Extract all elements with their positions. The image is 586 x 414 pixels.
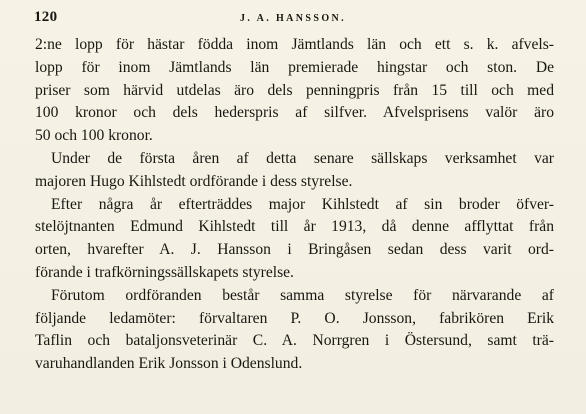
- paragraph-2: [35, 148, 554, 194]
- text-line: förande i trafkörningssällskapets styrelse.: [35, 263, 294, 281]
- text-line: Efter några år efterträddes major Kihlstedt af sin broder öfver-: [51, 195, 554, 213]
- text-line: Under de första åren af detta senare sällskaps verksamhet var: [51, 149, 554, 167]
- text-line: priser som härvid utdelas äro dels penningpris från 15 till och med: [35, 81, 554, 99]
- text-line: 100 kronor och dels hederspris af silfver. Afvelsprisens valör äro: [35, 104, 554, 122]
- text-line: 2:ne lopp för hästar födda inom Jämtlands län och ett s. k. afvels-: [35, 36, 554, 53]
- text-line: varuhandlanden Erik Jonsson i Odenslund.: [35, 355, 303, 373]
- running-head: J. A. HANSSON.: [239, 13, 347, 24]
- text-line: Taflin och bataljonsveterinär C. A. Norrgren i Östersund, samt trä-: [35, 332, 554, 350]
- text-line: följande ledamöter: förvaltaren P. O. Jonsson, fabrikören Erik: [35, 309, 554, 327]
- paragraph-4: [35, 285, 554, 376]
- paragraph-1: [35, 34, 554, 148]
- text-line: orten, hvarefter A. J. Hansson i Bringåsen sedan dess varit ord-: [35, 241, 554, 259]
- text-line: Förutom ordföranden består samma styrelse för närvarande af: [51, 286, 554, 304]
- text-line: 50 och 100 kronor.: [35, 127, 153, 145]
- paragraph-3: [35, 194, 554, 285]
- text-line: lopp för inom Jämtlands län premierade hingstar och ston. De: [35, 58, 554, 76]
- page-number: 120: [34, 9, 58, 25]
- text-line: majoren Hugo Kihlstedt ordförande i dess styrelse.: [35, 172, 353, 190]
- text-line: stelöjtnanten Edmund Kihlstedt till år 1913, då denne afflyttat från: [35, 218, 554, 236]
- body-text: [35, 34, 554, 376]
